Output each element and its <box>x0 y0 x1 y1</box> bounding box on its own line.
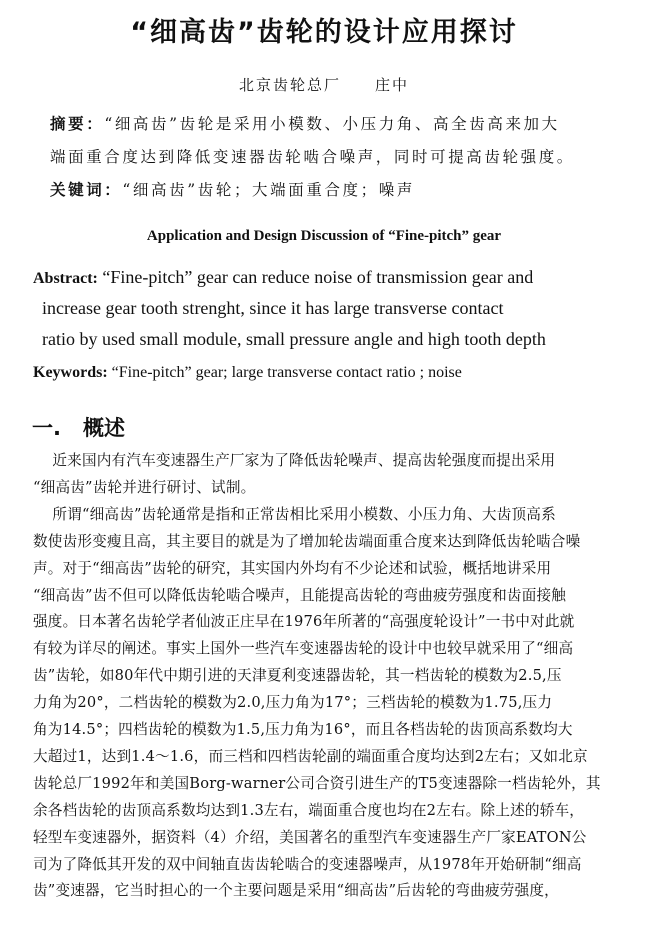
body-line: 近来国内有汽车变速器生产厂家为了降低齿轮噪声、提高齿轮强度而提出采用 <box>33 452 556 469</box>
abstract-cn-label: 摘要： <box>50 115 105 133</box>
body-line: 齿”变速器，它当时担心的一个主要问题是采用“细高齿”后齿轮的弯曲疲劳强度， <box>33 882 559 900</box>
body-line: 齿”齿轮，如80年代中期引进的天津夏利变速器齿轮，其一档齿轮的模数为2.5,压 <box>33 667 562 685</box>
abstract-en-text-3: ratio by used small module, small pressure angle and high tooth depth <box>42 329 546 349</box>
body-line: 声。对于“细高齿”齿轮的研究，其实国内外均有不少论述和试验，概括地讲采用 <box>33 559 552 577</box>
abstract-en-label: Abstract: <box>33 270 98 287</box>
keywords-cn-label: 关键词： <box>50 181 123 199</box>
keywords-en-text: “Fine-pitch” gear; large transverse contact ratio ; noise <box>107 364 462 381</box>
body-line: 齿轮总厂1992年和美国Borg-warner公司合资引进生产的T5变速器除一档齿轮外，其 <box>33 774 601 792</box>
body-line: 角为14.5°；四档齿轮的模数为1.5,压力角为16°，而且各档齿轮的齿顶高系数均大 <box>33 721 573 738</box>
body-line: 余各档齿轮的齿顶高系数均达到1.3左右，端面重合度也均在2左右。除上述的轿车， <box>33 801 585 819</box>
body-line: “细高齿”齿轮并进行研讨、试制。 <box>33 478 256 496</box>
keywords-en-label: Keywords: <box>33 364 108 381</box>
paper-title: “细高齿”齿轮的设计应用探讨 <box>130 17 518 48</box>
section-heading <box>32 412 125 442</box>
keywords-cn-text: “细高齿”齿轮；大端面重合度；噪声 <box>122 181 415 199</box>
keywords-cn <box>50 178 415 200</box>
english-title: Application and Design Discussion of “Fine-pitch” gear <box>146 228 502 244</box>
section-title: 概述 <box>82 416 125 440</box>
abstract-cn-text-1: “细高齿”齿轮是采用小模数、小压力角、高全齿高来加大 <box>104 115 560 133</box>
abstract-en-text-2: increase gear tooth strenght, since it has large transverse contact <box>42 298 504 318</box>
body-line: 所谓“细高齿”齿轮通常是指和正常齿相比采用小模数、小压力角、大齿顶高系 <box>33 505 556 523</box>
body-line: 数使齿形变瘦且高，其主要目的就是为了增加轮齿端面重合度来达到降低齿轮啮合噪 <box>33 532 581 550</box>
body-line: 有较为详尽的阐述。事实上国外一些汽车变速器齿轮的设计中也较早就采用了“细高 <box>33 640 574 658</box>
section-number: 一. <box>32 416 61 440</box>
body-line: 力角为20°，二档齿轮的模数为2.0,压力角为17°；三档齿轮的模数为1.75,压力 <box>33 694 553 712</box>
author-organization: 北京齿轮总厂 <box>238 76 341 94</box>
keywords-en <box>33 364 462 382</box>
abstract-cn-line1 <box>50 112 560 134</box>
abstract-cn-text-2: 端面重合度达到降低变速器齿轮啮合噪声，同时可提高齿轮强度。 <box>50 148 575 166</box>
abstract-en-text-1: “Fine-pitch” gear can reduce noise of transmission gear and <box>97 267 534 287</box>
body-line: 司为了降低其开发的双中间轴直齿齿轮啮合的变速器噪声，从1978年开始研制“细高 <box>33 855 582 873</box>
body-line: 大超过1，达到1.4～1.6，而三档和四档齿轮副的端面重合度均达到2左右；又如北京 <box>33 747 588 765</box>
abstract-en-line1 <box>33 267 533 288</box>
body-line: “细高齿”齿不但可以降低齿轮啮合噪声，且能提高齿轮的弯曲疲劳强度和齿面接触 <box>33 586 567 604</box>
author-name: 庄中 <box>375 76 410 94</box>
body-line: 强度。日本著名齿轮学者仙波正庄早在1976年所著的“高强度轮设计”一书中对此就 <box>33 613 575 631</box>
author-line <box>0 74 648 95</box>
body-line: 轻型车变速器外，据资料（4）介绍，美国著名的重型汽车变速器生产厂家EATON公 <box>33 828 587 846</box>
